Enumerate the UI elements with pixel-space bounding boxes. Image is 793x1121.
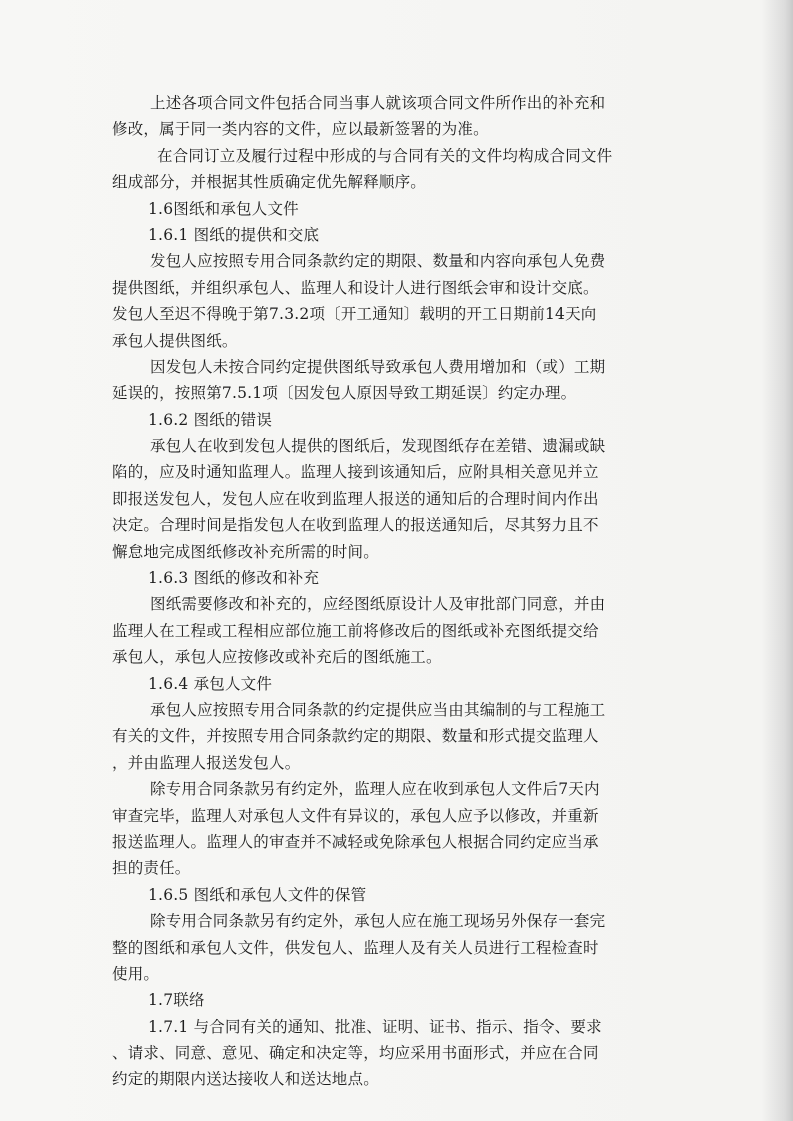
paragraph-line: 上述各项合同文件包括合同当事人就该项合同文件所作出的补充和 <box>150 94 606 112</box>
subsection-heading: 1.7.1 与合同有关的通知、批准、证明、证书、指示、指令、要求 <box>148 1017 602 1036</box>
paragraph-line: 承包人应按照专用合同条款的约定提供应当由其编制的与工程施工 <box>150 700 606 719</box>
subsection-heading: 1.6.4 承包人文件 <box>148 674 273 693</box>
paragraph-line: 在合同订立及履行过程中形成的与合同有关的文件均构成合同文件 <box>157 146 613 165</box>
paragraph-line: 懈怠地完成图纸修改补充所需的时间。 <box>112 542 379 561</box>
paragraph-line: 使用。 <box>112 964 160 983</box>
paragraph-line: 承包人在收到发包人提供的图纸后，发现图纸存在差错、遗漏或缺 <box>150 437 606 456</box>
subsection-heading: 1.6.3 图纸的修改和补充 <box>148 569 320 588</box>
paragraph-line: 发包人至迟不得晚于第7.3.2项〔开工通知〕载明的开工日期前14天向 <box>112 305 597 324</box>
paragraph-line: 即报送发包人，发包人应在收到监理人报送的通知后的合理时间内作出 <box>112 489 599 508</box>
paragraph-line: 承包人，承包人应按修改或补充后的图纸施工。 <box>112 648 442 667</box>
paragraph-line: 除专用合同条款另有约定外，监理人应在收到承包人文件后7天内 <box>150 780 600 799</box>
section-heading: 1.7联络 <box>148 991 205 1010</box>
paragraph-line: 组成部分，并根据其性质确定优先解释顺序。 <box>112 173 427 192</box>
paragraph-line: 提供图纸，并组织承包人、监理人和设计人进行图纸会审和设计交底。 <box>112 278 599 297</box>
paragraph-line: 除专用合同条款另有约定外，承包人应在施工现场另外保存一套完 <box>150 912 606 931</box>
paragraph-line: 有关的文件，并按照专用合同条款约定的期限、数量和形式提交监理人 <box>112 727 599 746</box>
paragraph-line: 监理人在工程或工程相应部位施工前将修改后的图纸或补充图纸提交给 <box>112 621 599 640</box>
paragraph-line: 发包人应按照专用合同条款约定的期限、数量和内容向承包人免费 <box>150 252 606 271</box>
paragraph-line: 审查完毕，监理人对承包人文件有异议的，承包人应予以修改，并重新 <box>112 806 599 825</box>
paragraph-line: 陷的，应及时通知监理人。监理人接到该通知后，应附具相关意见并立 <box>112 463 599 482</box>
section-heading: 1.6图纸和承包人文件 <box>148 199 299 218</box>
paragraph-line: 决定。合理时间是指发包人在收到监理人的报送通知后，尽其努力且不 <box>112 516 599 535</box>
subsection-heading: 1.6.2 图纸的错误 <box>148 410 273 429</box>
paragraph-line: 图纸需要修改和补充的，应经图纸原设计人及审批部门同意，并由 <box>150 595 606 614</box>
paragraph-line: 报送监理人。监理人的审查并不减轻或免除承包人根据合同约定应当承 <box>112 832 599 851</box>
paragraph-line: ，并由监理人报送发包人。 <box>112 753 301 772</box>
paragraph-line: 延误的，按照第7.5.1项〔因发包人原因导致工期延误〕约定办理。 <box>112 384 577 403</box>
paragraph-line: 担的责任。 <box>112 859 191 878</box>
subsection-heading: 1.6.1 图纸的提供和交底 <box>148 225 320 244</box>
document-body <box>112 90 708 1093</box>
paragraph-line: 、请求、同意、意见、确定和决定等，均应采用书面形式，并应在合同 <box>112 1044 599 1063</box>
paragraph-line: 因发包人未按合同约定提供图纸导致承包人费用增加和（或）工期 <box>150 357 606 376</box>
paragraph-line: 整的图纸和承包人文件，供发包人、监理人及有关人员进行工程检查时 <box>112 938 599 957</box>
paragraph-line: 修改，属于同一类内容的文件，应以最新签署的为准。 <box>112 120 489 139</box>
subsection-heading: 1.6.5 图纸和承包人文件的保管 <box>148 885 367 904</box>
paragraph-line: 承包人提供图纸。 <box>112 331 238 350</box>
paragraph-line: 约定的期限内送达接收人和送达地点。 <box>112 1070 379 1089</box>
